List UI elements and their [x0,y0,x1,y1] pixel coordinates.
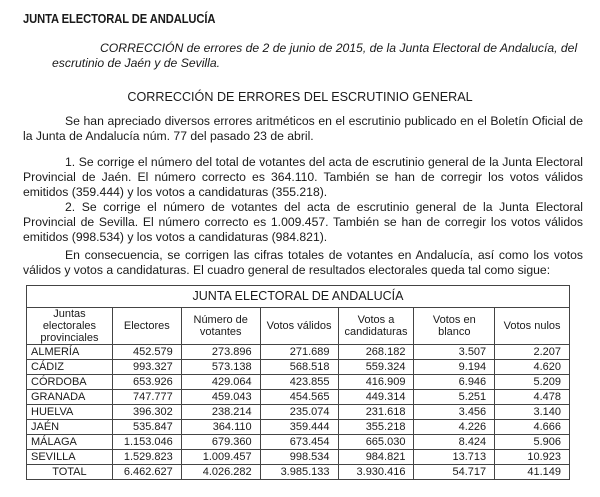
table-header-row [27,308,570,345]
table-row [27,345,570,360]
document-summary [52,41,582,71]
value-cell: 998.534 [260,450,338,465]
value-cell: 268.182 [338,345,414,360]
table-row [27,360,570,375]
value-cell: 6.462.627 [112,465,181,480]
value-cell: 5.906 [495,435,570,450]
table-row [27,420,570,435]
value-cell: 41.149 [495,465,570,480]
value-cell: 4.226 [414,420,495,435]
province-cell: CÓRDOBA [27,375,113,390]
value-cell: 452.579 [112,345,181,360]
table-total-row [27,465,570,480]
value-cell: 3.456 [414,405,495,420]
paragraph-text: En consecuencia, se corrigen las cifras totales de votantes en Andalucía, así como los votos válidos y votos a candidaturas. El cuadro general de resultados electorales queda tal como sigue: [23,248,583,277]
value-cell: 396.302 [112,405,181,420]
organization-title: JUNTA ELECTORAL DE ANDALUCÍA [23,11,216,26]
value-cell: 1.009.457 [181,450,260,465]
province-cell: HUELVA [27,405,113,420]
province-cell: CÁDIZ [27,360,113,375]
value-cell: 231.618 [338,405,414,420]
value-cell: 4.478 [495,390,570,405]
paragraph-intro [23,114,583,144]
value-cell: 5.209 [495,375,570,390]
value-cell: 6.946 [414,375,495,390]
province-cell: ALMERÍA [27,345,113,360]
value-cell: 3.507 [414,345,495,360]
value-cell: 3.985.133 [260,465,338,480]
value-cell: 429.064 [181,375,260,390]
province-cell: JAÉN [27,420,113,435]
column-header: Electores [112,308,181,345]
value-cell: 8.424 [414,435,495,450]
paragraph-correction-sevilla [23,200,583,245]
table-row [27,435,570,450]
section-title: CORRECCIÓN DE ERRORES DEL ESCRUTINIO GENERAL [127,90,473,104]
province-cell: GRANADA [27,390,113,405]
province-cell: MÁLAGA [27,435,113,450]
value-cell: 359.444 [260,420,338,435]
value-cell: 238.214 [181,405,260,420]
column-header: Votos en blanco [414,308,495,345]
value-cell: 2.207 [495,345,570,360]
value-cell: 3.140 [495,405,570,420]
value-cell: 568.518 [260,360,338,375]
table-row [27,405,570,420]
value-cell: 653.926 [112,375,181,390]
value-cell: 535.847 [112,420,181,435]
column-header: Número de votantes [181,308,260,345]
table-caption: JUNTA ELECTORAL DE ANDALUCÍA [27,286,570,308]
value-cell: 416.909 [338,375,414,390]
value-cell: 4.026.282 [181,465,260,480]
value-cell: 459.043 [181,390,260,405]
province-cell: TOTAL [27,465,113,480]
value-cell: 454.565 [260,390,338,405]
value-cell: 423.855 [260,375,338,390]
paragraph-consequence [23,248,583,278]
value-cell: 747.777 [112,390,181,405]
value-cell: 3.930.416 [338,465,414,480]
value-cell: 993.327 [112,360,181,375]
province-cell: SEVILLA [27,450,113,465]
column-header: Votos nulos [495,308,570,345]
paragraph-text: 1. Se corrige el número del total de votantes del acta de escrutinio general de la Junta Electoral Provincial de Jaén. El número correcto es 364.110. También se han de corregir los votos válidos emitidos (359.444) y los votos a candidaturas (355.218). [23,155,583,199]
value-cell: 984.821 [338,450,414,465]
value-cell: 10.923 [495,450,570,465]
column-header: Juntas electorales provinciales [27,308,113,345]
value-cell: 559.324 [338,360,414,375]
value-cell: 235.074 [260,405,338,420]
column-header: Votos válidos [260,308,338,345]
paragraph-text: 2. Se corrige el número de votantes del acta de escrutinio general de la Junta Electoral Provincial de Sevilla. El número correcto es 1.009.457. También se han de corregir los votos válidos emitidos (998.534) y los votos a candidaturas (984.821). [23,200,583,244]
table-row [27,450,570,465]
value-cell: 364.110 [181,420,260,435]
value-cell: 673.454 [260,435,338,450]
value-cell: 9.194 [414,360,495,375]
value-cell: 679.360 [181,435,260,450]
value-cell: 5.251 [414,390,495,405]
table-row [27,375,570,390]
column-header: Votos a candidaturas [338,308,414,345]
value-cell: 271.689 [260,345,338,360]
value-cell: 573.138 [181,360,260,375]
value-cell: 355.218 [338,420,414,435]
table-row [27,390,570,405]
value-cell: 449.314 [338,390,414,405]
summary-text: CORRECCIÓN de errores de 2 de junio de 2015, de la Junta Electoral de Andalucía, del escrutinio de Jaén y de Sevilla. [52,41,578,70]
paragraph-correction-jaen [23,155,583,200]
value-cell: 1.153.046 [112,435,181,450]
value-cell: 13.713 [414,450,495,465]
value-cell: 4.666 [495,420,570,435]
value-cell: 1.529.823 [112,450,181,465]
table-body [27,345,570,480]
results-table [26,285,570,480]
value-cell: 4.620 [495,360,570,375]
value-cell: 665.030 [338,435,414,450]
paragraph-text: Se han apreciado diversos errores aritméticos en el escrutinio publicado en el Boletín Oficial de la Junta de Andalucía núm. 77 del pasado 23 de abril. [23,114,583,143]
value-cell: 54.717 [414,465,495,480]
value-cell: 273.896 [181,345,260,360]
